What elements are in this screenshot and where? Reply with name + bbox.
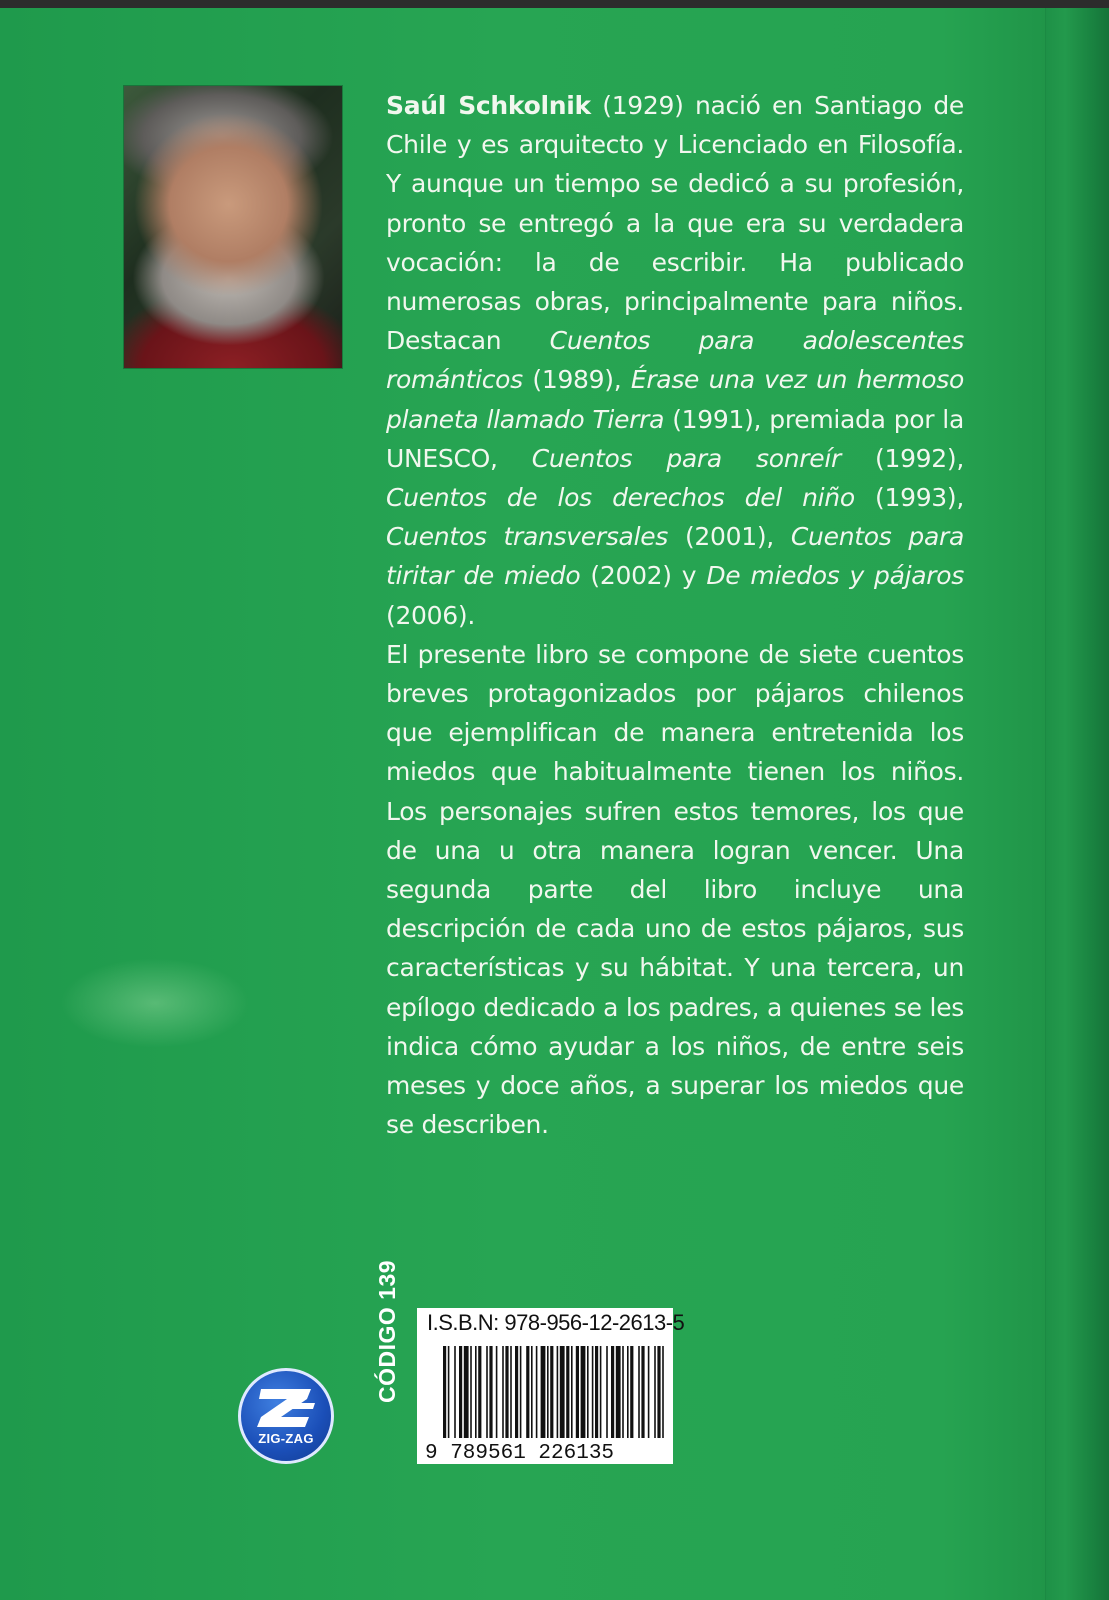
codigo-label: CÓDIGO 139 — [374, 1259, 400, 1403]
barcode-bar — [489, 1346, 492, 1438]
publisher-name: ZIG-ZAG — [258, 1431, 314, 1446]
barcode-bar — [454, 1346, 456, 1438]
barcode-bar — [531, 1346, 533, 1438]
barcode-bar — [515, 1346, 518, 1438]
barcode-bar — [641, 1346, 644, 1438]
barcode-bar — [502, 1346, 504, 1438]
barcode-bar — [510, 1346, 512, 1438]
isbn-barcode — [417, 1308, 685, 1464]
barcode-bar — [475, 1346, 477, 1438]
barcode-bar — [560, 1346, 565, 1438]
barcode-bar — [627, 1346, 629, 1438]
barcode-bar — [592, 1346, 594, 1438]
barcode-bar — [459, 1346, 462, 1438]
barcode-bar — [606, 1346, 608, 1438]
barcode-bar — [547, 1346, 549, 1438]
zig-zag-z-icon — [255, 1383, 319, 1431]
bio-paragraph-2: El presente libro se compone de siete cuentos breves protagonizados por pájaros chilenos que ejemplifican de manera entretenida los miedos que habitualmente tienen los niños. Los personajes sufren estos temores, los que de una u otra manera logran vencer. Una segunda parte del libro incluye una descripción de cada uno de estos pájaros, sus características y su hábitat. Y una tercera, un epílogo dedicado a los padres, a quienes se les indica cómo ayudar a los niños, de entre seis meses y doce años, a superar los miedos que se describen. — [386, 639, 964, 1140]
barcode-bar — [576, 1346, 579, 1438]
bio-paragraph-1: Saúl Schkolnik (1929) nació en Santiago de Chile y es arquitecto y Licenciado en Filosofía. Y aunque un tiempo se dedicó a su profesión, pronto se entregó a la que era su verdadera vocación: la de escribir. Ha publicado numerosas obras, principalmente para niños. Destacan Cuentos para adolescentes románticos (1989), Érase una vez un hermoso planeta llamado Tierra (1991), premiada por la UNESCO, Cuentos para sonreír (1992), Cuentos de los derechos del niño (1993), Cuentos transversales (2001), Cuentos para tiritar de miedo (2002) y De miedos y pájaros (2006). — [386, 91, 965, 630]
barcode-bar — [657, 1346, 660, 1438]
barcode-bar — [595, 1346, 598, 1438]
barcode-bar — [566, 1346, 569, 1438]
barcode-bar — [622, 1346, 624, 1438]
barcode-bar — [526, 1346, 529, 1438]
barcode-bar — [443, 1346, 446, 1438]
book-title: Cuentos de los derechos del niño — [386, 483, 855, 513]
barcode-bar — [654, 1346, 656, 1438]
book-spine-edge — [1045, 8, 1109, 1600]
author-name: Saúl Schkolnik — [386, 91, 591, 120]
barcode-bar — [478, 1346, 481, 1438]
isbn-text: I.S.B.N: 978-956-12-2613-5 — [427, 1310, 685, 1335]
barcode-bar — [541, 1346, 546, 1438]
book-back-cover — [0, 8, 1109, 1600]
barcode-bar — [448, 1346, 450, 1438]
barcode-bar — [496, 1346, 498, 1438]
barcode-bar — [630, 1346, 633, 1438]
barcode-bar — [648, 1346, 650, 1438]
author-bio-text — [386, 86, 964, 1144]
author-photo — [124, 86, 342, 368]
book-title: Érase una vez un hermoso planeta llamado Tierra — [386, 365, 964, 434]
barcode-bar — [536, 1346, 538, 1438]
book-title: Cuentos para tiritar de miedo — [386, 522, 964, 591]
barcode-bar — [662, 1346, 664, 1438]
book-title: De miedos y pájaros — [706, 561, 965, 591]
barcode-bar — [520, 1346, 522, 1438]
barcode-bar — [600, 1346, 602, 1438]
barcode-bar — [581, 1346, 586, 1438]
barcode-digits: 9 789561 226135 — [425, 1442, 615, 1464]
barcode-bar — [486, 1346, 488, 1438]
light-glare — [60, 958, 250, 1048]
book-title: Cuentos para adolescentes románticos — [386, 326, 964, 395]
book-title: Cuentos transversales — [386, 522, 669, 552]
zig-zag-publisher-logo — [238, 1368, 334, 1464]
barcode-bar — [550, 1346, 553, 1438]
barcode-bar — [505, 1346, 508, 1438]
barcode-bar — [464, 1346, 469, 1438]
barcode-bar — [616, 1346, 621, 1438]
barcode-bar — [611, 1346, 614, 1438]
book-title: Cuentos para sonreír — [531, 443, 841, 473]
barcode-bar — [557, 1346, 559, 1438]
barcode-bar — [587, 1346, 589, 1438]
barcode-bar — [571, 1346, 573, 1438]
barcode-bar — [638, 1346, 640, 1438]
barcode-bars — [417, 1308, 673, 1464]
barcode-bar — [470, 1346, 472, 1438]
